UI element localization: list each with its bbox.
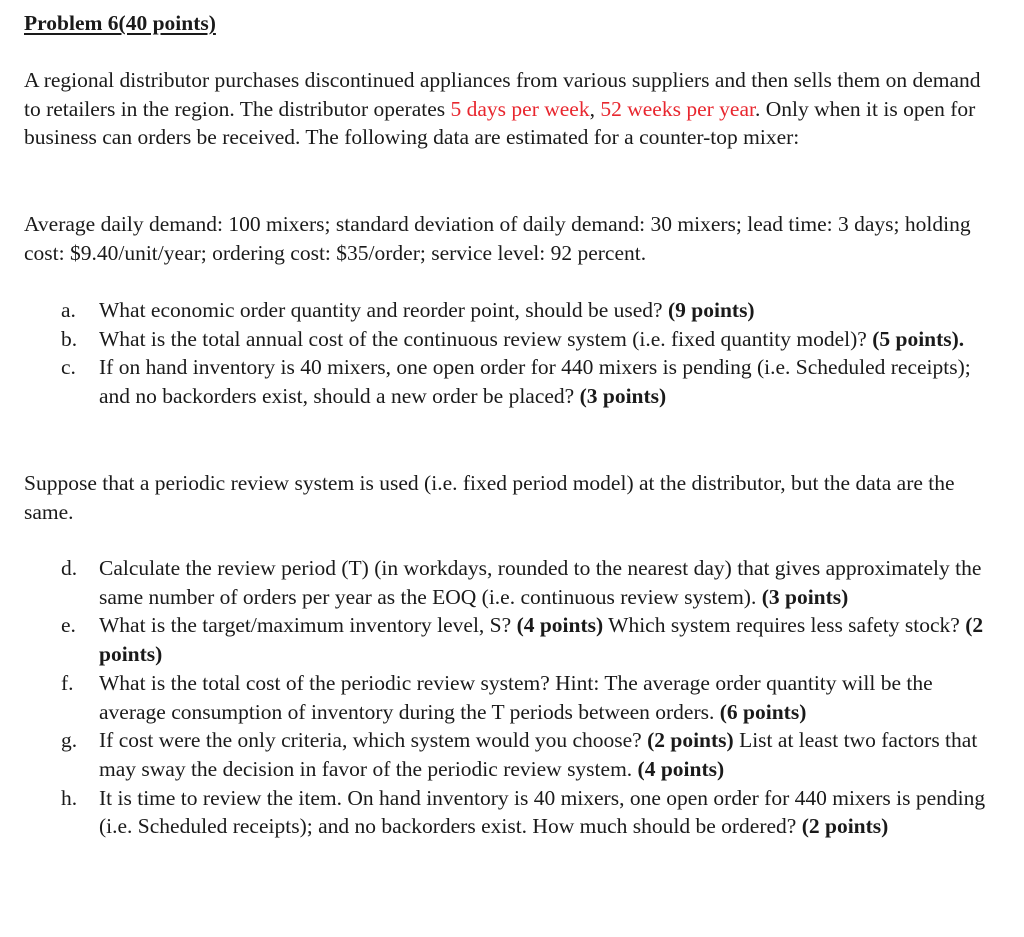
question-text: Which system requires less safety stock? (603, 613, 966, 638)
question-b (0, 325, 999, 354)
question-points: (4 points) (516, 613, 604, 638)
question-c (0, 353, 999, 410)
periodic-review-questions (0, 554, 999, 841)
question-text: List at least two factors that may sway the decision in favor of the periodic review system. (99, 728, 978, 781)
question-points: (4 points) (637, 756, 725, 781)
question-points: (5 points). (872, 326, 965, 351)
question-text: What economic order quantity and reorder point, should be used? (99, 298, 668, 322)
question-points: (3 points) (761, 584, 849, 609)
question-points: (6 points) (719, 699, 807, 724)
intro-text: A regional distributor purchases discontinued appliances from various suppliers and then sells them on demand to retailers in the region. The distributor operates (24, 68, 981, 121)
problem-title: Problem 6(40 points) (24, 11, 216, 35)
intro-comma: , (589, 96, 601, 121)
question-d (0, 554, 999, 611)
intro-text-end: . Only when it is open for business can orders be received. The following data are estimated for a counter-top mixer: (24, 96, 976, 150)
question-marker: d. (61, 556, 78, 580)
question-points: (3 points) (579, 384, 667, 409)
question-text: If cost were the only criteria, which system would you choose? (99, 728, 648, 753)
question-text: What is the total annual cost of the continuous review system (i.e. fixed quantity model)? (99, 326, 873, 351)
question-text: If on hand inventory is 40 mixers, one open order for 440 mixers is pending (i.e. Scheduled receipts); and no backorders exist, should a new order be placed? (99, 355, 971, 409)
weeks-per-year-highlight: 52 weeks per year (600, 96, 755, 121)
continuous-review-questions (0, 296, 999, 411)
periodic-review-paragraph: Suppose that a periodic review system is used (i.e. fixed period model) at the distributor, but the data are the same. (24, 471, 955, 524)
question-marker: f. (61, 670, 74, 695)
question-text: It is time to review the item. On hand inventory is 40 mixers, one open order for 440 mixers is pending (i.e. Scheduled receipts); and no backorders exist. How much should be ordered? (99, 785, 986, 839)
data-paragraph: Average daily demand: 100 mixers; standard deviation of daily demand: 30 mixers; lead time: 3 days; holding cost: $9.40/unit/year; ordering cost: $35/order; service level: 92 percent. (24, 212, 971, 265)
question-points: (2 points) (99, 613, 984, 667)
question-marker: g. (61, 728, 78, 753)
question-text: What is the total cost of the periodic review system? Hint: The average order quantity will be the average consumption of inventory during the T periods between orders. (99, 670, 933, 724)
days-per-week-highlight: 5 days per week (450, 96, 590, 121)
question-points: (2 points) (647, 728, 734, 753)
question-f (0, 669, 999, 726)
question-marker: h. (61, 785, 78, 810)
question-points: (2 points) (801, 814, 889, 839)
intro-paragraph (24, 66, 999, 152)
question-g (0, 726, 999, 783)
question-text: What is the target/maximum inventory level, S? (99, 613, 517, 638)
question-a (0, 296, 999, 325)
question-h (0, 784, 999, 841)
question-marker: b. (61, 326, 78, 351)
question-marker: c. (61, 355, 76, 380)
question-text: Calculate the review period (T) (in workdays, rounded to the nearest day) that gives approximately the same number of orders per year as the EOQ (i.e. continuous review system). (99, 556, 982, 609)
question-e (0, 611, 999, 668)
question-points: (9 points) (667, 298, 755, 322)
question-marker: e. (61, 613, 76, 638)
question-marker: a. (61, 298, 76, 322)
